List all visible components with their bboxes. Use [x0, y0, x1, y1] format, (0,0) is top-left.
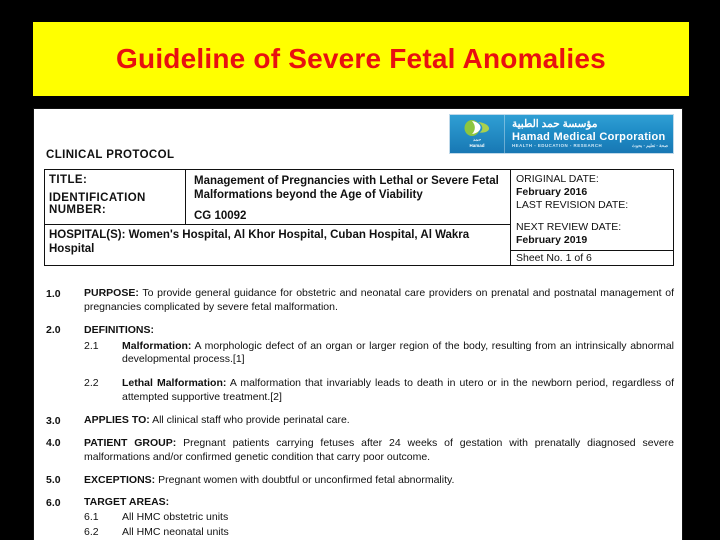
target-area-text: All HMC obstetric units — [122, 511, 229, 524]
logo-mark-arabic: حمد — [472, 137, 482, 144]
value-protocol-title: Management of Pregnancies with Lethal or Severe Fetal Malformations beyond the Age of Viability — [194, 175, 499, 202]
section-number: 5.0 — [46, 474, 61, 487]
section-label: PATIENT GROUP: — [84, 436, 177, 449]
section-number: 1.0 — [46, 287, 61, 300]
section-number: 3.0 — [46, 414, 61, 427]
subsection-malformation — [84, 340, 674, 368]
section-label: TARGET AREAS: — [84, 496, 170, 509]
subsection-content — [122, 340, 674, 368]
section-number: 4.0 — [46, 437, 61, 450]
section-label: PURPOSE: — [84, 287, 139, 299]
page-title: Guideline of Severe Fetal Anomalies — [116, 43, 606, 74]
section-text: Pregnant patients carrying fetuses after 24 weeks of gestation with prenatally diagnosed severe malformations and/or confirmed genetic condition that carry poor outcome. — [84, 436, 675, 463]
label-title: TITLE: — [49, 174, 88, 186]
section-text: Pregnant women with doubtful or unconfirmed fetal abnormality. — [155, 473, 455, 486]
value-hospitals: HOSPITAL(S): Women's Hospital, Al Khor Hospital, Cuban Hospital, Al Wakra Hospital — [45, 224, 510, 261]
section-number: 6.0 — [46, 496, 61, 509]
section-target-areas — [46, 496, 674, 540]
section-patient-group — [46, 437, 674, 465]
target-area-number: 6.2 — [84, 526, 99, 539]
document-page — [33, 108, 683, 540]
value-identification-number: CG 10092 — [194, 210, 247, 223]
label-identification-number: IDENTIFICATION NUMBER: — [49, 192, 146, 216]
section-text: All clinical staff who provide perinatal care. — [149, 414, 350, 427]
subsection-number: 2.1 — [84, 339, 99, 352]
header-title-row — [45, 170, 510, 224]
protocol-body — [46, 287, 674, 540]
logo-tagline-english: HEALTH - EDUCATION - RESEARCH — [512, 143, 603, 149]
section-content — [84, 474, 674, 488]
subsection-label: Malformation: — [122, 339, 192, 352]
section-content — [84, 414, 674, 428]
logo-tagline-arabic: صحة - تعليم - بحوث — [631, 143, 668, 149]
section-label: APPLIES TO: — [84, 414, 150, 427]
header-labels-cell — [45, 170, 185, 224]
value-next-review-date: February 2019 — [516, 233, 588, 246]
protocol-header-table — [44, 169, 674, 266]
sheet-number: Sheet No. 1 of 6 — [511, 250, 673, 265]
protocol-header — [44, 147, 674, 266]
label-original-date: ORIGINAL DATE: — [516, 173, 599, 185]
logo-english-name: Hamad Medical Corporation — [512, 130, 666, 143]
subsection-spacer — [84, 367, 674, 375]
subsection-lethal-malformation — [84, 377, 674, 405]
section-exceptions — [46, 474, 674, 488]
target-area-item — [84, 511, 674, 525]
logo-mark-english: Hamad — [469, 143, 485, 149]
target-area-number: 6.1 — [84, 511, 99, 524]
label-next-review-date: NEXT REVIEW DATE: — [516, 220, 622, 233]
subsection-text: A malformation that invariably leads to death in utero or in the newborn period, regardless of attempted supportive treatment.[2] — [122, 377, 674, 404]
clinical-protocol-heading: CLINICAL PROTOCOL — [46, 149, 175, 161]
header-values-cell — [185, 170, 510, 224]
section-applies-to — [46, 414, 674, 428]
header-right-column — [510, 170, 673, 265]
section-content — [84, 496, 674, 540]
section-content — [84, 287, 674, 315]
label-last-revision-date: LAST REVISION DATE: — [516, 199, 629, 212]
subsection-content — [122, 377, 674, 405]
title-banner — [33, 22, 689, 96]
value-original-date: February 2016 — [516, 186, 588, 199]
dates-block — [511, 170, 673, 250]
dates-spacer — [516, 213, 670, 221]
section-number: 2.0 — [46, 324, 61, 337]
section-content — [84, 437, 674, 465]
subsection-text: A morphologic defect of an organ or larger region of the body, resulting from an intrinsically abnormal developmental process.[1] — [122, 339, 674, 366]
section-label: DEFINITIONS: — [84, 323, 154, 336]
section-text: To provide general guidance for obstetric and neonatal care providers on prenatal and postnatal management of pregnancies complicated by severe fetal malformation. — [84, 287, 674, 313]
target-area-item — [84, 526, 674, 540]
target-area-text: All HMC neonatal units — [122, 526, 229, 539]
subsection-number: 2.2 — [84, 377, 99, 390]
section-purpose — [46, 287, 674, 315]
section-content — [84, 324, 674, 405]
subsection-label: Lethal Malformation: — [122, 377, 227, 390]
logo-arabic-name: مؤسسة حمد الطبية — [512, 118, 598, 131]
section-definitions — [46, 324, 674, 405]
section-label: EXCEPTIONS: — [84, 473, 156, 486]
header-left-column — [45, 170, 510, 265]
